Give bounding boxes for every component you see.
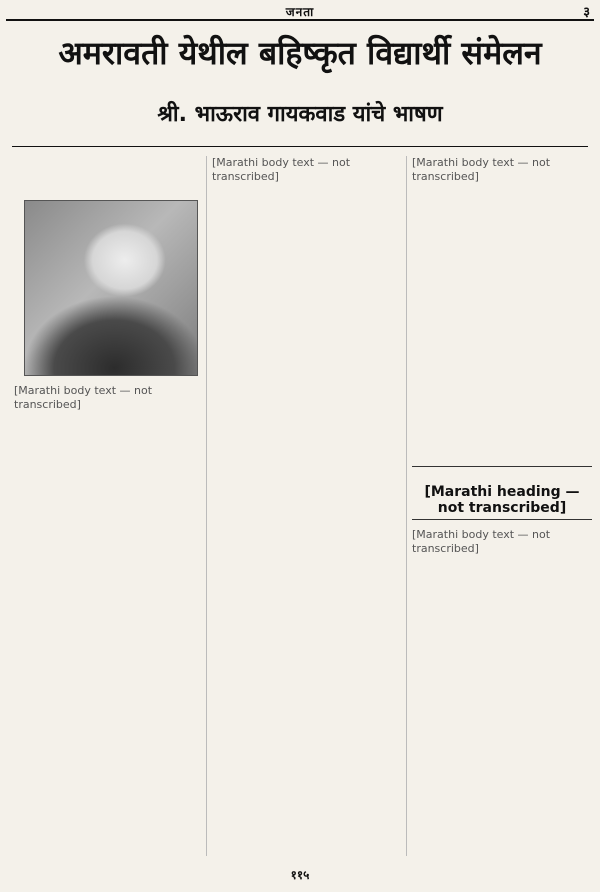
sidebar-article-heading: [Marathi heading — not transcribed] <box>424 484 580 516</box>
sidebar-article-heading-box <box>412 466 592 520</box>
article-column-3 <box>412 156 592 456</box>
footer-page-number: ११५ <box>290 868 310 882</box>
sidebar-article-body <box>412 528 592 858</box>
article-column-2-text: [Marathi body text — not transcribed] <box>212 156 351 183</box>
title-rule <box>12 146 588 147</box>
header-rule <box>6 19 594 21</box>
running-header <box>0 2 600 20</box>
article-column-3-text: [Marathi body text — not transcribed] <box>412 156 551 183</box>
page-number: ३ <box>583 5 590 20</box>
speaker-portrait-photo <box>24 200 198 376</box>
column-divider <box>406 156 407 856</box>
article-column-2 <box>212 156 402 856</box>
article-column-1 <box>14 384 204 854</box>
running-title: जनता <box>285 5 315 19</box>
sidebar-article-text: [Marathi body text — not transcribed] <box>412 528 551 555</box>
subheadline: श्री. भाऊराव गायकवाड यांचे भाषण <box>157 102 443 127</box>
column-divider <box>206 156 207 856</box>
headline: अमरावती येथील बहिष्कृत विद्यार्थी संमेलन <box>58 34 542 72</box>
article-column-1-text: [Marathi body text — not transcribed] <box>14 384 153 411</box>
